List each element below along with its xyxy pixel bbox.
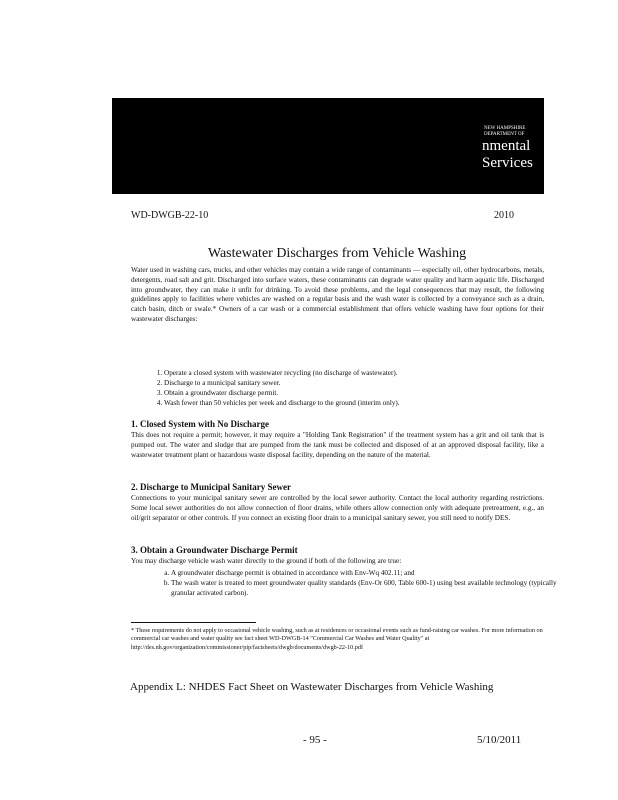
section-heading: 2. Discharge to Municipal Sanitary Sewer [131,482,291,492]
permit-conditions-list [157,569,558,598]
section-paragraph: You may discharge vehicle wash water directly to the ground if both of the following are true: [131,557,402,565]
document-year: 2010 [494,210,514,221]
list-item: b. The wash water is treated to meet groundwater quality standards (Env-Or 600, Table 600-1) using best available technology (typically granular activated carbon). [171,579,558,599]
list-item: a. A groundwater discharge permit is obtained in accordance with Env-Wq 402.11; and [171,569,558,579]
options-list [150,368,558,408]
document-title: Wastewater Discharges from Vehicle Washing [207,246,467,261]
appendix-caption: Appendix L: NHDES Fact Sheet on Wastewater Discharges from Vehicle Washing [130,681,494,693]
section-heading: 3. Obtain a Groundwater Discharge Permit [131,545,298,555]
agency-name-large: nmental Services [482,138,533,171]
list-item: 2. Discharge to a municipal sanitary sewer. [164,378,558,388]
document-id: WD-DWGB-22-10 [131,210,209,221]
footnote: * These requirements do not apply to occasional vehicle washing, such as at residences or occasional events such as fund-raising car washes. For more information on commercial car washes and water quality see fact sheet WD-DWGB-14 "Commercial Car Washes and Water Quality" at http://des.nh.gov/organization/commissioner/pip/factsheets/dwgb/documents/dwgb-22-10.pdf [131,627,543,651]
list-item: 4. Wash fewer than 50 vehicles per week and discharge to the ground (interim only). [164,398,558,408]
page-date: 5/10/2011 [477,734,522,746]
section-heading: 1. Closed System with No Discharge [131,419,269,429]
section-paragraph: Connections to your municipal sanitary sewer are controlled by the local sewer authority. Contact the local authority regarding restrictions. Some local sewer authorities do not allow connection of floor drains, while others allow connection only with adequate pretreatment, e.g., an oil/grit separator or other controls. If you connect an existing floor drain to a municipal sanitary sewer, you still need to notify DES. [131,494,544,522]
list-item: 1. Operate a closed system with wastewater recycling (no discharge of wastewater). [164,368,558,378]
agency-name-small: NEW HAMPSHIRE DEPARTMENT OF [484,126,526,137]
page-number: - 95 - [303,734,327,746]
intro-paragraph: Water used in washing cars, trucks, and other vehicles may contain a wide range of contaminants — especially oil, other hydrocarbons, metals, detergents, road salt and grit. Discharged into surface waters, these contaminants can degrade water quality and harm aquatic life. Discharged into groundwater, they can make it unfit for drinking. To avoid these problems, and the legal consequences that may result, the following guidelines apply to facilities where vehicles are washed on a regular basis and the wash water is collected by a conveyance such as a drain, catch basin, ditch or swale.* Owners of a car wash or a commercial establishment that offers vehicle washing have four options for their wastewater discharges: [131,266,544,323]
section-paragraph: This does not require a permit; however, it may require a "Holding Tank Registration" if the treatment system has a grit and oil tank that is pumped out. The water and sludge that are pumped from the tank must be collected and disposed of at an approved disposal facility, like a wastewater treatment plant or hazardous waste disposal facility, depending on the nature of the material. [131,431,544,459]
list-item: 3. Obtain a groundwater discharge permit. [164,388,558,398]
footnote-divider [131,622,256,623]
redacted-header-banner [112,98,544,194]
